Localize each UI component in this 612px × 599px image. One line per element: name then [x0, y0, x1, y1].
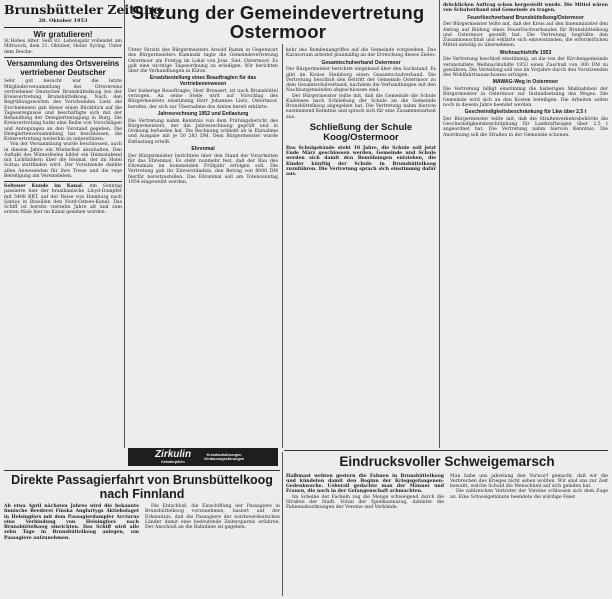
section-rule — [284, 450, 608, 451]
column-rule — [282, 44, 283, 448]
schule-p2: Der Bürgermeister berichtet eingehend über den Sachstand. Es gibt im Kreise Steinburg einen Gesamtschulverband. Die Vertretung beschloß den Beitritt der Gemeinde Ostermoor zu dem Gesamtschulverband, nachdem die Verhandlungen mit den Nachbargemeinden abgeschlossen sind. — [286, 67, 436, 94]
sitzung-p4: Der Bürgermeister berichtete über den Stand der Vorarbeiten für das Ehrenmal. Es steht nunmehr fest, daß der Bau des Ehrenmals im kommenden Frühjahr erfolgen soll. Die Vertretung gab ihr Einverständnis, den Betrag von 8000 DM hierfür bereitzustellen. Das Ehrenmal soll am Totensonntag 1954 eingeweiht werden. — [128, 153, 278, 185]
sitzung-p2: Der bisherige Beauftragte, Herr Bronsert, ist nach Brunsbüttel verzogen. An seine Stelle wird auf Vorschlag des Bürgermeisters einstimmig Herr Johannes Lietz, Ostermoor, berufen, der sich zur Übernahme des Amtes bereit erklärte. — [128, 88, 278, 110]
divider — [4, 57, 122, 58]
schule-p1: kehr des Bombenangriffes auf die Gemeinde vorgesehen. Das Kuratorium arbeitet planmäßig an der Erreichung dieses Zieles. — [286, 48, 437, 59]
verwaltung-p5: Der Bürgermeister teilte mit, daß die Straßenverkehrsbehörde die Geschwindigkeitsbeschränkung für Lastkraftwagen über 2,5 t angeordnet hat. Die Vertretung nahm hiervon Kenntnis. Die Anordnung soll die Straßen in der Gemeinde schonen. — [443, 116, 608, 138]
schweigemarsch-p4: Die zahlreichen Vertreter der Vereine schlossen sich dem Zuge an. Eine Schweigeminute beendete die würdige Feier. — [450, 489, 608, 500]
verwaltung-p1: drücklichen Auftrag schon hergestellt wurde. Die Mittel wären von Schulverband und Gemeinde zu tragen. — [443, 3, 608, 14]
sitzung-p1: Unter Vorsitz des Bürgermeisters Arnold Ramm in Gegenwart des Bürgermeisters Kaminski tagte die Gemeindevertretung Ostermoor am Freitag im Lokal von Jons. Siet, Ostermoor. Es galt eine wichtige Tagesordnung zu erledigen. Wir berichten über die Verhandlungen in Kürze. — [128, 48, 278, 74]
masthead: Brunsbütteler Zeitung — [4, 2, 162, 17]
seltener-kunde-text — [4, 184, 122, 216]
versammlung-text: Sehr gut besucht war die letzte Mitgliederversammlung des Ortsvereins vertriebener Deutscher Brunsbüttelkoog bei der Kreisvertretung Brunsbüttelkoog. Nach den Begrüßungsworten des Vorsitzenden Lietz die Erschienenen gab dieser einen Rückblick auf die Tagesereignisse und beschäftigte sich mit der Behandlung der Delegiertentagung in Burg. Die Kreisvertretung hatte eine Reihe von Vorschlägen und Anregungen an den Vorstand gegeben. Die Delegiertenversammlung hat beschlossen, die Kreisvertretung weiterhin zu unterstützen. — [4, 79, 122, 143]
seltener-kunde-body: Am Sonntag passierte hier der brasilianische Lloyd-Dampfer mit 5400 BRT, auf der Reise von Hamburg nach Santos in Brasilien den Nord-Ostsee-Kanal. Das Schiff ist bereits vierzehn Jahre alt und zum ersten Male hier im Kanal gesehen worden. — [4, 184, 122, 216]
ersatz-heading: Ersatzbestellung eines Beauftragten für das Vertriebenenwesen — [149, 75, 257, 88]
verwaltung-p2: Der Bürgermeister teilte mit, daß der Kreis auf den Innenminister den Antrag auf Bildung eines Feuerlöschverbandes für Brunsbüttelkoog und Ostermoor gestellt hat. Die Vertretung begrüßte den Zusammenschluß und erklärte sich einverstanden, die erforderlichen Mittel anteilig zu übernehmen. — [443, 22, 608, 49]
gesamtschul-heading: Gesamtschulverband Ostermoor — [321, 59, 401, 66]
mawag-heading: MAWAG-Weg in Ostermoor — [492, 79, 559, 86]
ad-title: Zirkulin — [154, 448, 192, 460]
sitzung-headline: Sitzung der Gemeindevertretung Ostermoor — [131, 2, 425, 42]
zirkulin-ad — [128, 448, 278, 466]
issue-date: 20. Oktober 1953 — [38, 18, 88, 24]
ad-right-text: Kreislaufstörungen Verdauungsstörungen — [203, 452, 245, 461]
passagierfahrt-p2: Die Entschluß, die Einschiffung der Passagiere in Brunsbüttelkoog vorzunehmen, basiert auf der Erkenntnis, daß die Passagiere der nordwestdeutschen Länder damit eine bedeutende Zeitersparnis erfahren. Der Anschluß an die Bahnlinie ist gegeben. — [145, 504, 280, 530]
schliessung-heading: Schließung der Schule Koog/Ostermoor — [309, 121, 413, 144]
geschwindigkeit-heading: Geschwindigkeitsbeschränkung für Lkw über 2,5 t — [464, 109, 587, 116]
schule-p4: Das Schulgebäude steht 10 Jahre, die Schule soll jetzt Ende März geschlossen werden. Gemeinde und Schule werden sich damit den Bemühungen entziehen, die Kinder künftig der Schule in Brunsbüttelkoog zuzuführen. Die Vertretung sprach sich einstimmig dafür aus. — [286, 145, 436, 178]
column-rule — [124, 0, 125, 448]
article-passagierfahrt — [4, 474, 280, 596]
schweigemarsch-p1: Halbmast wehten gestern die Fahnen in Brunsbüttelkoog und kündeten damit den Beginn der Kriegsgefangenen-Gedenkwoche. Ueberall gedachte man der Männer und Frauen, die noch in der Gefangenschaft schmachten. — [286, 473, 444, 495]
section-rule — [4, 470, 280, 471]
divider — [4, 27, 122, 28]
ehrenmal-heading: Ehrenmal — [191, 145, 215, 152]
schweigemarsch-headline: Eindrucksvoller Schweigemarsch — [339, 454, 555, 469]
column-rule — [439, 0, 440, 448]
column-sitzung-body — [128, 48, 278, 448]
congrats-text: St.Hohes Alter. Sein 83. Lebensjahr vollendet am Mittwoch, dem 21. Oktober, Heinr. Syring, Unter dem Deiche. — [4, 39, 122, 55]
passagierfahrt-p1: Ab etwa April nächsten Jahres wird die bekannte finnische Reederei Finska Angfartygs Aktiebolaget in Helsingfors mit dem Passagierdampfer Arcturus eine Verbindung von Helsingfors nach Brunsbüttelkoog einrichten. Das Schiff wird alle zehn Tage in Brunsbüttelkoog anlegen, um Passagiere aufzunehmen. — [4, 504, 139, 541]
schweigemarsch-p2: Im Scheine der Fackeln zog die Menge schweigend durch die Straßen der Stadt. Voran der Spielmannszug, dahinter die Fahnenabordnungen der Vereine und Verbände. — [286, 494, 444, 510]
congrats-heading: Wir gratulieren! — [33, 30, 93, 39]
versammlung-heading: Versammlung des Ortsvereins vertriebener Deutscher — [6, 58, 120, 77]
ad-subtitle: Kräuterpillen — [161, 459, 185, 464]
verwaltung-p3: Die Vertretung beschloß einstimmig, an die von der Kirchengemeinde veranstaltete Weihnachtshilfe 1953 einen Zuschuß von 300 DM zu gewähren. Die Verteilung soll wie im Vorjahre durch den Vorsitzenden des Wohlfahrtsausschusses erfolgen. — [443, 57, 608, 79]
weihnachtshilfe-heading: Weihnachtshilfe 1953 — [499, 49, 552, 56]
schule-p3: Der Bürgermeister teilte mit, daß die Gemeinde die Schule Kudensee nach Schließung der Schule an die Gemeinde Brunsbüttelkoog abgegeben hat. Die Vertretung nahm hiervon zustimmend Kenntnis und sprach sich für eine Zusammenarbeit aus. — [286, 93, 436, 120]
sitzung-p3: Die Vertretung nahm Kenntnis von dem Prüfungsbericht des Bürgermeisters, der die Jahresrechnung geprüft und in Ordnung befunden hat. Die Rechnung schließt ab in Einnahme und Ausgabe mit je 50 283 DM. Dem Bürgermeister wurde Entlastung erteilt. — [128, 118, 278, 145]
schweigemarsch-col-right — [450, 474, 608, 511]
verwaltung-p4: Die Vertretung billigt einstimmig die bisherigen Maßnahmen der Bürgermeister in Ostermoor zur Instandsetzung des Weges. Die Gemeinde wird sich an den Kosten beteiligen. Die Arbeiten sollen noch in diesem Jahre beendet werden. — [443, 87, 608, 108]
divider — [4, 181, 122, 182]
passagierfahrt-headline: Direkte Passagierfahrt von Brunsbüttelkoog nach Finnland — [11, 473, 273, 501]
jahresrechnung-heading: Jahresrechnung 1952 und Entlastung — [157, 110, 249, 117]
article-schweigemarsch — [286, 455, 608, 596]
schweigemarsch-p3: Man habe uns jahrelang den Vorwurf gemacht, daß wir die Verbrechen des Krieges nicht sehen wollten. Wir sind uns zur Zeit bewußt, welche Schuld die Menschheit auf sich geladen hat. — [450, 473, 608, 489]
seltener-kunde-heading: Seltener Kunde im Kanal. — [4, 184, 84, 190]
column-verwaltung — [443, 3, 608, 448]
schweigemarsch-col-left — [286, 474, 444, 511]
feuerloesch-heading: Feuerlöschverband Brunsbüttelkoog/Ostermoor — [467, 14, 584, 21]
versammlung-text-2: Von der Versammlung wurde beschlossen, auch in diesem Jahre ein Winterfest abzuhalten. Den Auftakt des Winterfestes bildet ein Heimatabend mit Lichtbildern über die Heimat, der im Hotel Soltau stattfinden wird. Der Vorsitzende dankte allen Anwesenden für ihre Treue und die rege Beteiligung am Vereinsleben. — [4, 142, 122, 179]
column-schule — [286, 48, 436, 448]
column-rule — [282, 452, 283, 596]
